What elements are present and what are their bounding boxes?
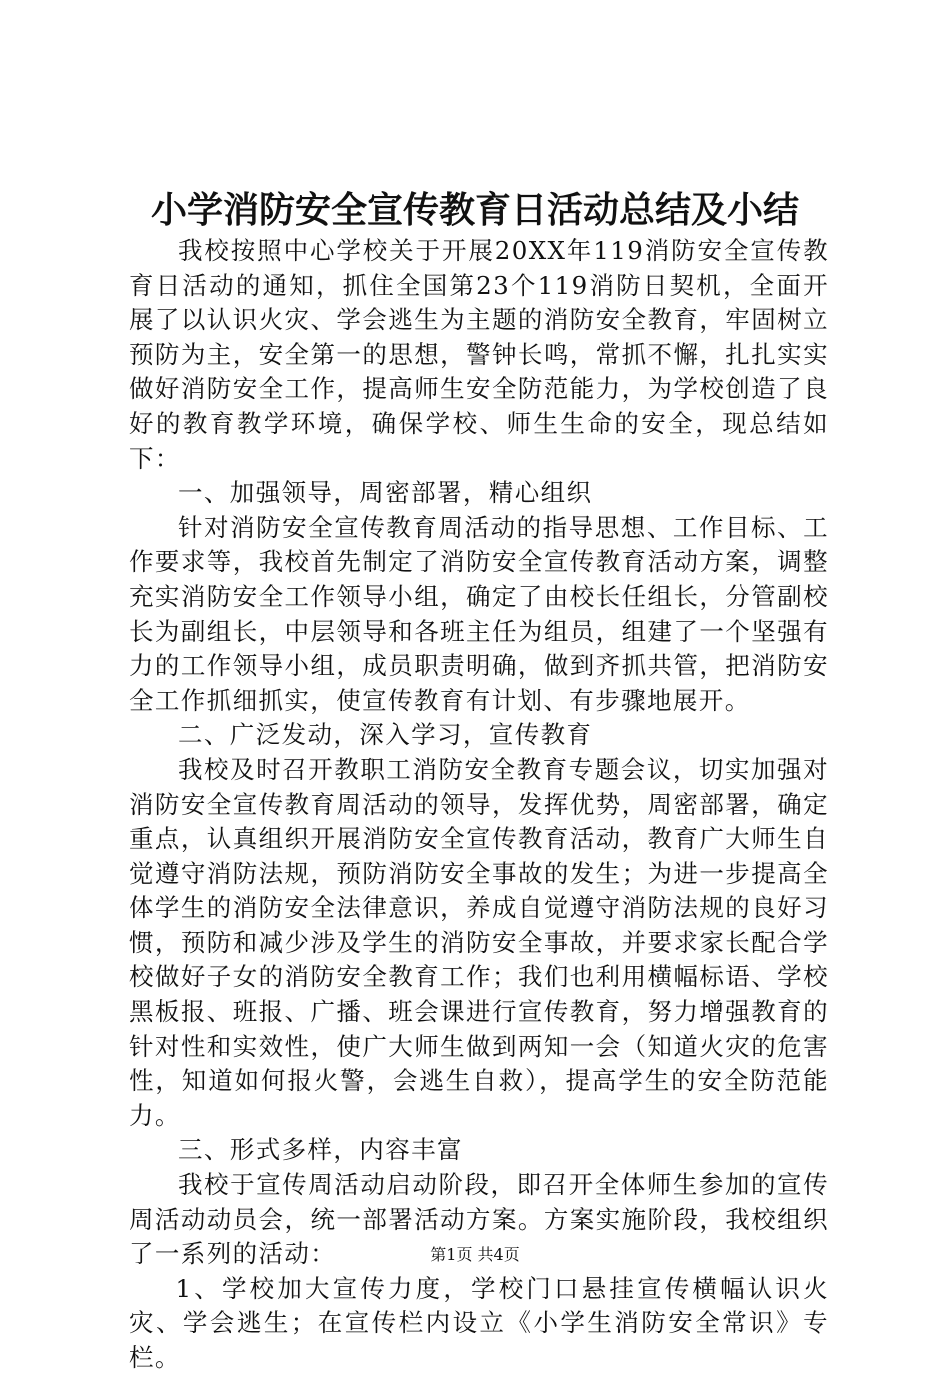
paragraph-section-3: 我校于宣传周活动启动阶段，即召开全体师生参加的宣传周活动动员会，统一部署活动方案。方案实施阶段，我校组织了一系列的活动： [129, 1170, 829, 1269]
section-heading-2: 二、广泛发动，深入学习，宣传教育 [178, 720, 593, 750]
section-heading-1: 一、加强领导，周密部署，精心组织 [178, 478, 593, 508]
document-body [129, 234, 829, 1376]
document-title: 小学消防安全宣传教育日活动总结及小结 [150, 189, 799, 231]
paragraph-section-2: 我校及时召开教职工消防安全教育专题会议，切实加强对消防安全宣传教育周活动的领导，发挥优势，周密部署，确定重点，认真组织开展消防安全宣传教育活动，教育广大师生自觉遵守消防法规，预防消防安全事故的发生；为进一步提高全体学生的消防安全法律意识，养成自觉遵守消防法规的良好习惯，预防和减少涉及学生的消防安全事故，并要求家长配合学校做好子女的消防安全教育工作；我们也利用横幅标语、学校黑板报、班报、广播、班会课进行宣传教育，努力增强教育的针对性和实效性，使广大师生做到两知一会（知道火灾的危害性，知道如何报火警，会逃生自救），提高学生的安全防范能力。 [129, 754, 829, 1130]
paragraph-intro: 我校按照中心学校关于开展20XX年119消防安全宣传教育日活动的通知，抓住全国第23个119消防日契机，全面开展了以认识火灾、学会逃生为主题的消防安全教育，牢固树立预防为主，安全第一的思想，警钟长鸣，常抓不懈，扎扎实实做好消防安全工作，提高师生安全防范能力，为学校创造了良好的教育教学环境，确保学校、师生生命的安全，现总结如下： [129, 236, 829, 473]
paragraph-section-1: 针对消防安全宣传教育周活动的指导思想、工作目标、工作要求等，我校首先制定了消防安全宣传教育活动方案，调整充实消防安全工作领导小组，确定了由校长任组长，分管副校长为副组长，中层领导和各班主任为组员，组建了一个坚强有力的工作领导小组，成员职责明确，做到齐抓共管，把消防安全工作抓细抓实，使宣传教育有计划、有步骤地展开。 [129, 512, 829, 715]
section-heading-3: 三、形式多样，内容丰富 [178, 1135, 463, 1165]
list-item-1: 1、学校加大宣传力度，学校门口悬挂宣传横幅认识火灾、学会逃生；在宣传栏内设立《小学生消防安全常识》专栏。 [129, 1273, 829, 1372]
page-footer: 第1页 共4页 [430, 1245, 520, 1264]
